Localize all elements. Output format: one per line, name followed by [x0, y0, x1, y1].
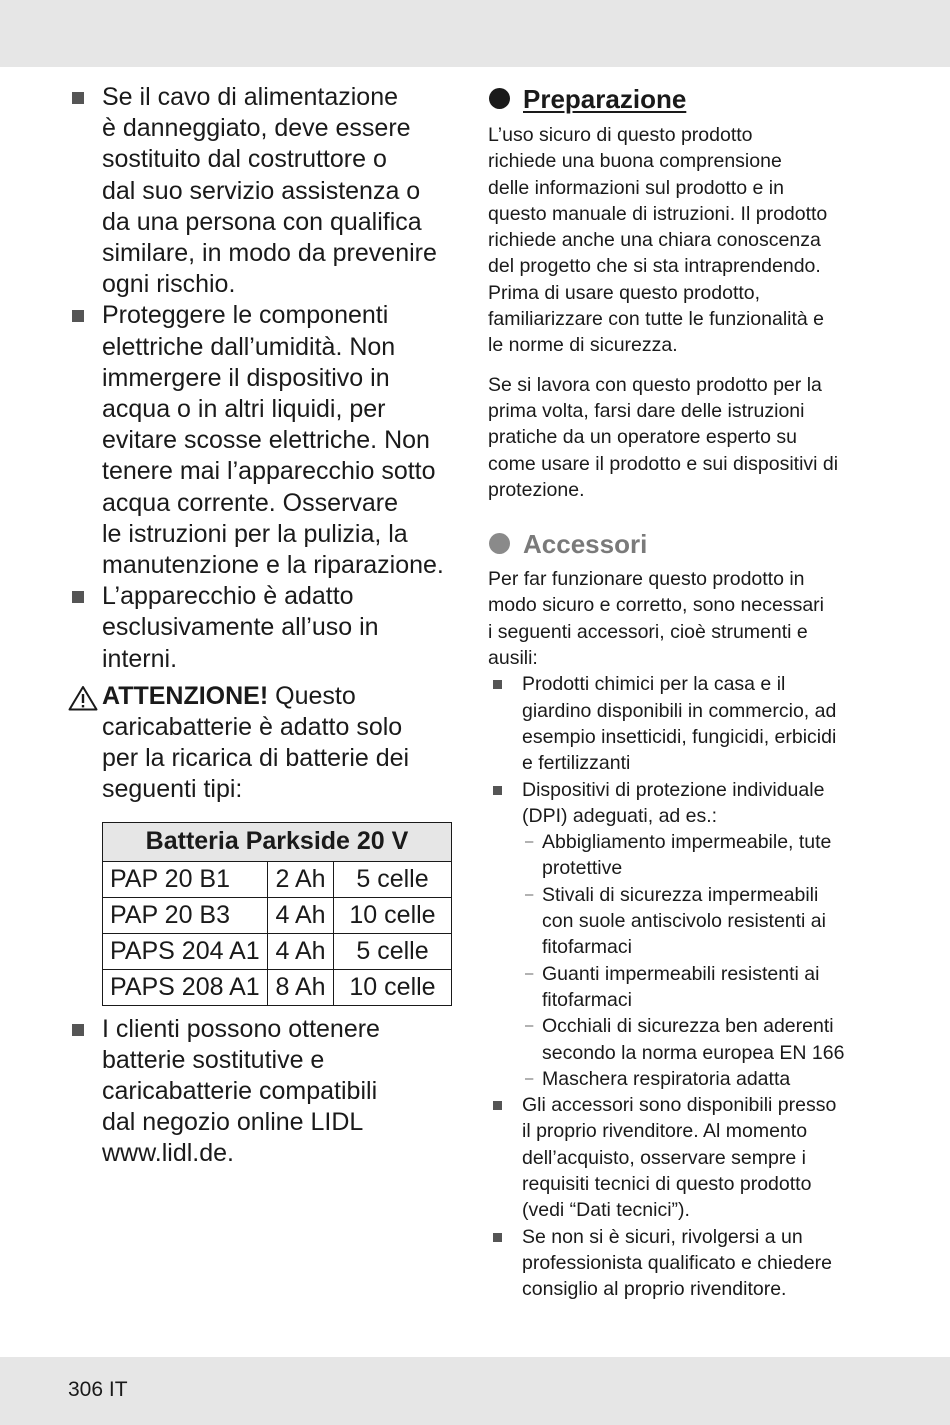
dash-bullet-icon: – — [525, 885, 534, 903]
bullet-text: I clienti possono ottenere batterie sostitutive e caricabatterie compatibili dal negozio online LIDL www.lidl.de. — [102, 1014, 380, 1168]
paragraph: Per far funzionare questo prodotto in modo sicuro e corretto, sono necessari i seguenti accessori, cioè strumenti e ausili: — [488, 568, 824, 670]
sub-item-text: Maschera respiratoria adatta — [542, 1067, 791, 1090]
table-row — [103, 969, 452, 1005]
table-cell-model: PAP 20 B3 — [103, 897, 268, 933]
bullet-text: Dispositivi di protezione individuale (DPI) adeguati, ad es.: — [522, 778, 825, 827]
list-item — [68, 300, 468, 581]
dash-bullet-icon: – — [525, 833, 534, 851]
dash-bullet-icon: – — [525, 1069, 534, 1087]
bullet-text: Se il cavo di alimentazione è danneggiato, deve essere sostituito dal costruttore o dal suo servizio assistenza o da una persona con qualifica similare, in modo da prevenire ogni rischio. — [102, 83, 437, 299]
bullet-text: Proteggere le componenti elettriche dall’umidità. Non immergere il dispositivo in acqua o in altri liquidi, per evitare scosse elettriche. Non tenere mai l’apparecchio sotto acqua corrente. Osservare le istruzioni per la pulizia, la manutenzione e la riparazione. — [102, 301, 444, 580]
dash-bullet-icon: – — [525, 964, 534, 982]
right-column — [488, 82, 888, 1302]
bullet-text: Se non si è sicuri, rivolgersi a un professionista qualificato e chiedere consiglio al proprio rivenditore. — [522, 1225, 833, 1301]
sub-list-item — [488, 1013, 888, 1066]
square-bullet-icon — [72, 310, 84, 322]
bullet-text: Prodotti chimici per la casa e il giardino disponibili in commercio, ad esempio insetticidi, fungicidi, erbicidi e fertilizzanti — [522, 673, 837, 775]
square-bullet-icon — [72, 591, 84, 603]
square-bullet-icon — [493, 680, 502, 689]
sub-item-text: Stivali di sicurezza impermeabili con suole antiscivolo resistenti ai fitofarmaci — [542, 883, 826, 959]
square-bullet-icon — [72, 1024, 84, 1036]
list-item — [488, 671, 888, 776]
table-cell-cells: 5 celle — [334, 861, 452, 897]
bottom-band — [0, 1357, 950, 1425]
page-number: 306 IT — [68, 1378, 128, 1401]
circle-bullet-icon — [489, 533, 510, 554]
list-item — [488, 777, 888, 830]
section-heading-accessori — [488, 527, 888, 561]
table-row — [103, 897, 452, 933]
warning-notice — [68, 681, 468, 806]
table-cell-capacity: 8 Ah — [268, 969, 334, 1005]
dash-bullet-icon: – — [525, 1017, 534, 1035]
section-heading-preparazione — [488, 82, 888, 116]
square-bullet-icon — [493, 1101, 502, 1110]
list-item — [488, 1092, 888, 1223]
list-item — [68, 1014, 468, 1170]
paragraph: Se si lavora con questo prodotto per la prima volta, farsi dare delle istruzioni pratiche da un operatore esperto su come usare il prodotto e sui dispositivi di protezione. — [488, 373, 839, 501]
list-item — [68, 581, 468, 675]
heading-text: Accessori — [523, 529, 648, 560]
sub-item-text: Guanti impermeabili resistenti ai fitofarmaci — [542, 962, 820, 1011]
table-cell-capacity: 4 Ah — [268, 933, 334, 969]
warning-label: ATTENZIONE! — [102, 681, 269, 710]
sub-list-item — [488, 829, 888, 882]
table-cell-model: PAPS 208 A1 — [103, 969, 268, 1005]
sub-list-item — [488, 961, 888, 1014]
table-cell-cells: 10 celle — [334, 897, 452, 933]
paragraph: L’uso sicuro di questo prodotto richiede una buona comprensione delle informazioni sul prodotto e in questo manuale di istruzioni. Il prodotto richiede anche una chiara conoscenza del progetto che si sta intraprendendo. Prima di usare questo prodotto, familiarizzare con tutte le funzionalità e le norme di sicurezza. — [488, 124, 828, 357]
left-column — [68, 82, 468, 1170]
square-bullet-icon — [493, 786, 502, 795]
table-cell-capacity: 4 Ah — [268, 897, 334, 933]
list-item — [68, 82, 468, 300]
sub-item-text: Occhiali di sicurezza ben aderenti secondo la norma europea EN 166 — [542, 1015, 845, 1064]
table-row — [103, 933, 452, 969]
bullet-text: Gli accessori sono disponibili presso il proprio rivenditore. Al momento dell’acquisto, osservare sempre i requisiti tecnici di questo prodotto (vedi “Dati tecnici”). — [522, 1094, 837, 1222]
square-bullet-icon — [72, 92, 84, 104]
battery-table — [102, 822, 452, 1006]
square-bullet-icon — [493, 1233, 502, 1242]
table-cell-model: PAPS 204 A1 — [103, 933, 268, 969]
sub-list-item — [488, 882, 888, 961]
table-row — [103, 861, 452, 897]
table-cell-cells: 5 celle — [334, 933, 452, 969]
bullet-text: L’apparecchio è adatto esclusivamente all’uso in interni. — [102, 582, 379, 673]
sub-item-text: Abbigliamento impermeabile, tute protettive — [542, 831, 832, 880]
list-item — [488, 1224, 888, 1303]
sub-list-item — [488, 1066, 888, 1092]
table-cell-capacity: 2 Ah — [268, 861, 334, 897]
circle-bullet-icon — [489, 88, 510, 109]
table-header: Batteria Parkside 20 V — [103, 822, 452, 861]
warning-triangle-icon — [68, 685, 98, 711]
table-cell-model: PAP 20 B1 — [103, 861, 268, 897]
warning-text-first: Questo — [268, 681, 356, 710]
warning-text: caricabatterie è adatto solo per la ricarica di batterie dei seguenti tipi: — [102, 713, 410, 804]
heading-text: Preparazione — [523, 84, 687, 114]
top-band — [0, 0, 950, 67]
table-cell-cells: 10 celle — [334, 969, 452, 1005]
